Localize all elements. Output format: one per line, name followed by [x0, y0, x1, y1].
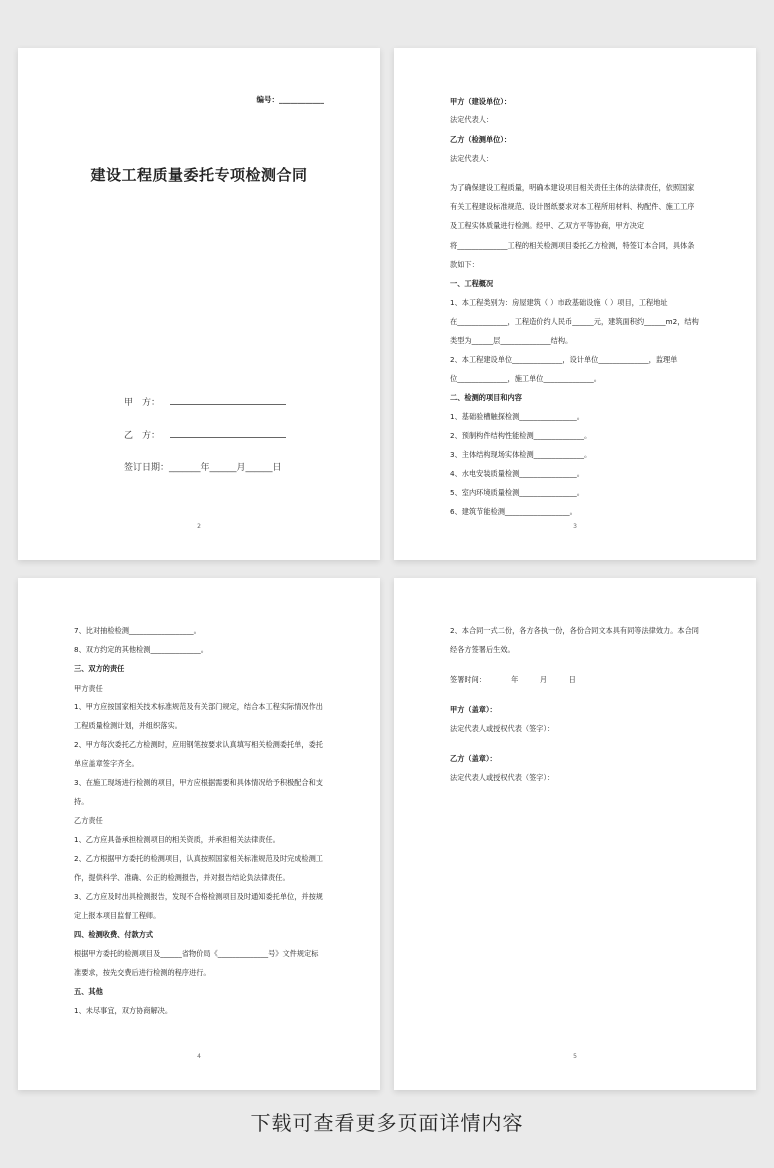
text-line: 持。: [74, 797, 89, 806]
contract-page-2: [394, 48, 756, 560]
text-line: 位______________，施工单位______________。: [450, 374, 601, 383]
text-line: 2、预制构件结构性能检测______________。: [450, 431, 592, 440]
text-line: 法定代表人或授权代表（签字）：: [450, 724, 555, 733]
contract-page-cover: [18, 48, 380, 560]
text-line: 有关工程建设标准规范、设计图纸要求对本工程所用材料、构配件、施工工序: [450, 202, 695, 211]
text-line: 2、乙方根据甲方委托的检测项目，认真按照国家相关标准规范及时完成检测工: [74, 854, 323, 863]
text-line: 及工程实体质量进行检测。经甲、乙双方平等协商，甲方决定: [450, 221, 645, 230]
text-line: 类型为______层______________结构。: [450, 336, 573, 345]
text-line: 3、主体结构现场实体检测______________。: [450, 450, 592, 459]
text-line: 为了确保建设工程质量，明确本建设项目相关责任主体的法律责任，依照国家: [450, 183, 695, 192]
text-line: 3、在施工现场进行检测的项目，甲方应根据需要和具体情况给予积极配合和支: [74, 778, 323, 787]
text-line: 5、室内环境质量检测________________。: [450, 488, 584, 497]
text-line: 6、建筑节能检测__________________。: [450, 507, 577, 516]
text-line: 在______________，工程造价约人民币______元，建筑面积约______m2，结构: [450, 317, 699, 326]
contract-page-3: [18, 578, 380, 1090]
text-line: 8、双方约定的其他检测______________。: [74, 645, 208, 654]
text-line: 作，提供科学、准确、公正的检测报告，并对报告结论负法律责任。: [74, 873, 290, 882]
text-line: 4、水电安装质量检测________________。: [450, 469, 584, 478]
text-line: 3、乙方应及时出具检测报告，发现不合格检测项目及时通知委托单位，并按规: [74, 892, 323, 901]
page-number: 5: [573, 1053, 577, 1060]
text-line: 2、本工程建设单位______________，设计单位______________，监理单: [450, 355, 678, 364]
text-line: 2、本合同一式二份，各方各执一份，各份合同文本具有同等法律效力。本合同: [450, 626, 699, 635]
party-b-signature: [124, 428, 286, 441]
party-a-seal: 甲方（盖章）：: [450, 705, 497, 714]
text-line: 单应盖章签字齐全。: [74, 759, 139, 768]
sign-time: 签署时间： 年 月 日: [450, 675, 576, 684]
party-a-label: 甲 方：: [124, 398, 161, 408]
text-line: 1、甲方应按国家相关技术标准规范及有关部门规定，结合本工程实际情况作出: [74, 702, 323, 711]
section-heading: 二、检测的项目和内容: [450, 393, 522, 402]
text-line: 准要求，按先交费后进行检测的程序进行。: [74, 968, 211, 977]
text-line: 将______________工程的相关检测项目委托乙方检测，特签订本合同，具体条: [450, 241, 695, 250]
section-heading: 三、双方的责任: [74, 664, 125, 673]
text-line: 1、基础验槽触探检测________________。: [450, 412, 584, 421]
text-line: 乙方（检测单位）：: [450, 135, 512, 144]
text-line: 甲方责任: [74, 684, 103, 693]
text-line: 法定代表人：: [450, 154, 494, 163]
page-number: 2: [197, 523, 201, 530]
section-heading: 一、工程概况: [450, 279, 494, 288]
party-b-line: [170, 429, 286, 438]
text-line: 7、比对抽检检测__________________。: [74, 626, 201, 635]
contract-title: 建设工程质量委托专项检测合同: [90, 166, 308, 184]
sign-date: 签订日期：_______年______月______日: [124, 463, 282, 473]
text-line: 2、甲方每次委托乙方检测时，应用钢笔按要求认真填写相关检测委托单，委托: [74, 740, 323, 749]
text-line: 根据甲方委托的检测项目及______省物价局《______________号》文件规定标: [74, 949, 319, 958]
text-line: 法定代表人：: [450, 115, 494, 124]
section-heading: 四、检测收费、付款方式: [74, 930, 154, 939]
text-line: 1、乙方应具备承担检测项目的相关资质，并承担相关法律责任。: [74, 835, 280, 844]
contract-number-label: 编号：____________: [256, 95, 324, 104]
text-line: 1、未尽事宜，双方协商解决。: [74, 1006, 173, 1015]
party-b-label: 乙 方：: [124, 431, 161, 441]
text-line: 法定代表人或授权代表（签字）：: [450, 773, 555, 782]
text-line: 甲方（建设单位）：: [450, 97, 512, 106]
contract-page-4: [394, 578, 756, 1090]
text-line: 款如下：: [450, 260, 479, 269]
page-number: 4: [197, 1053, 201, 1060]
party-b-seal: 乙方（盖章）：: [450, 754, 497, 763]
party-a-signature: [124, 395, 286, 408]
section-heading: 五、其他: [74, 987, 103, 996]
text-line: 工程质量检测计划，并组织落实。: [74, 721, 182, 730]
text-line: 定上报本项目监督工程师。: [74, 911, 161, 920]
text-line: 1、本工程类别为：房屋建筑（ ）市政基础设施（ ）项目，工程地址: [450, 298, 668, 307]
text-line: 乙方责任: [74, 816, 103, 825]
text-line: 经各方签署后生效。: [450, 645, 515, 654]
party-a-line: [170, 396, 286, 405]
page-number: 3: [573, 523, 577, 530]
download-caption: 下载可查看更多页面详情内容: [250, 1111, 524, 1135]
